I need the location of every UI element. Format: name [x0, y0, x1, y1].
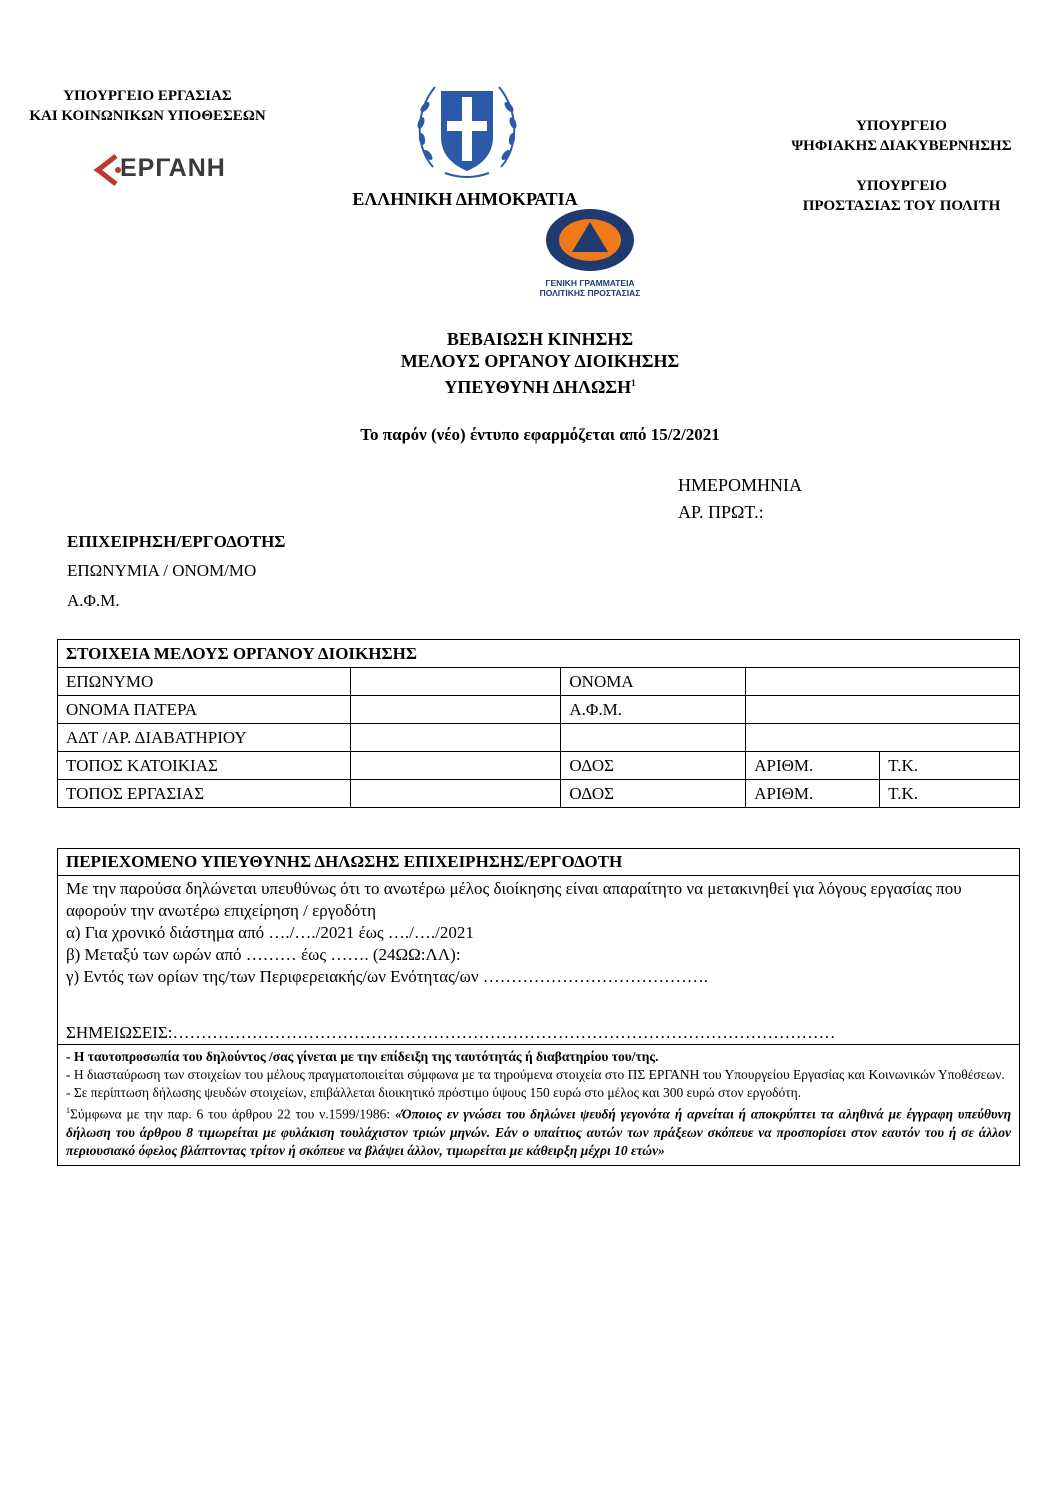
member-afm-label: Α.Φ.Μ.: [561, 696, 746, 724]
surname-field[interactable]: [350, 668, 561, 696]
ergani-logo: [88, 148, 238, 192]
declaration-title: ΠΕΡΙΕΧΟΜΕΝΟ ΥΠΕΥΘΥΝΗΣ ΔΗΛΩΣΗΣ ΕΠΙΧΕΙΡΗΣΗΣ/ΕΡΓΟΔΟΤΗ: [58, 849, 1019, 876]
work-number-label: ΑΡΙΘΜ.: [746, 780, 880, 808]
id-passport-label: ΑΔΤ /ΑΡ. ΔΙΑΒΑΤΗΡΙΟΥ: [58, 724, 351, 752]
declaration-hours[interactable]: β) Μεταξύ των ωρών από ……… έως ……. (24ΩΩ:ΛΛ):: [66, 945, 461, 964]
footer-penalty-note: - Σε περίπτωση δήλωσης ψευδών στοιχείων, επιβάλλεται διοικητικό πρόστιμο ύψους 150 ευρώ στο μέλος και 300 ευρώ στον εργοδότη.: [66, 1085, 802, 1100]
id-extra-field-2[interactable]: [746, 724, 1020, 752]
member-details-table: [57, 639, 1020, 808]
table-row: [58, 724, 1020, 752]
title-line3: [260, 372, 820, 398]
declaration-period[interactable]: α) Για χρονικό διάστημα από …./…./2021 έως …./…./2021: [66, 923, 474, 942]
footer-footnote-mark: 1: [66, 1106, 70, 1115]
ministry-right2-line2: ΠΡΟΣΤΑΣΙΑΣ ΤΟΥ ΠΟΛΙΤΗ: [802, 198, 1001, 214]
work-postcode-label: Τ.Κ.: [880, 780, 1020, 808]
title-line1: ΒΕΒΑΙΩΣΗ ΚΙΝΗΣΗΣ: [446, 329, 634, 349]
table-row: [58, 780, 1020, 808]
footer-law-quote: «Όποιος εν γνώσει του δηλώνει ψευδή γεγονότα ή αρνείται ή αποκρύπτει τα αληθινά με έγγραφη υπεύθυνη δήλωση του άρθρου 8 τιμωρείται με φυλάκιση τουλάχιστον τριών μηνών. Εάν ο υπαίτιος αυτών των πράξεων σκόπευε να προσπορίσει στον εαυτόν του ή σε άλλον περιουσιακό όφελος βλάπτοντας τρίτον ή σκόπευε να βλάψει άλλον, τιμωρείται με κάθειρξη μέχρι 10 ετών»: [66, 1106, 1011, 1158]
hellenic-republic-heading: ΕΛΛΗΝΙΚΗ ΔΗΜΟΚΡΑΤΙΑ: [352, 189, 578, 209]
ministry-left-line2: ΚΑΙ ΚΟΙΝΩΝΙΚΩΝ ΥΠΟΘΕΣΕΩΝ: [29, 108, 266, 124]
residence-field[interactable]: [350, 752, 561, 780]
ergani-logo-text: ΕΡΓΑΝΗ: [120, 154, 226, 182]
civil-protection-icon: [544, 208, 636, 272]
coat-of-arms-icon: [411, 77, 523, 181]
name-label: ΟΝΟΜΑ: [561, 668, 746, 696]
ministry-right2-line1: ΥΠΟΥΡΓΕΙΟ: [856, 178, 947, 194]
title-footnote-mark: 1: [631, 378, 636, 388]
residence-label: ΤΟΠΟΣ ΚΑΤΟΙΚΙΑΣ: [58, 752, 351, 780]
employer-afm-label: Α.Φ.Μ.: [67, 591, 120, 610]
surname-label: ΕΠΩΝΥΜΟ: [58, 668, 351, 696]
ministry-labour-heading: [0, 86, 295, 126]
father-name-field[interactable]: [350, 696, 561, 724]
document-title: [260, 328, 820, 398]
title-line2: ΜΕΛΟΥΣ ΟΡΓΑΝΟΥ ΔΙΟΙΚΗΣΗΣ: [400, 351, 680, 371]
civil-caption-line2: ΠΟΛΙΤΙΚΗΣ ΠΡΟΣΤΑΣΙΑΣ: [539, 288, 641, 298]
member-table-title: ΣΤΟΙΧΕΙΑ ΜΕΛΟΥΣ ΟΡΓΑΝΟΥ ΔΙΟΙΚΗΣΗΣ: [58, 640, 1020, 668]
table-row: [58, 640, 1020, 668]
ministry-right1-line2: ΨΗΦΙΑΚΗΣ ΔΙΑΚΥΒΕΡΝΗΣΗΣ: [791, 138, 1012, 154]
employer-name-label: ΕΠΩΝΥΜΙΑ / ΟΝΟΜ/ΜΟ: [67, 561, 257, 580]
ergani-mark-icon: [88, 150, 124, 190]
title-line3-text: ΥΠΕΥΘΥΝΗ ΔΗΛΩΣΗ: [444, 377, 632, 397]
employer-section-title: ΕΠΙΧΕΙΡΗΣΗ/ΕΡΓΟΔΟΤΗΣ: [67, 532, 286, 551]
table-row: [58, 696, 1020, 724]
declaration-footer: [58, 1044, 1019, 1165]
civil-protection-caption: [505, 278, 675, 298]
id-passport-field[interactable]: [350, 724, 561, 752]
ministry-citizen-protection-heading: [760, 176, 1043, 216]
table-row: [58, 668, 1020, 696]
protocol-number-label: ΑΡ. ΠΡΩΤ.:: [678, 502, 764, 522]
id-extra-field[interactable]: [561, 724, 746, 752]
footer-identity-note: - Η ταυτοπροσωπία του δηλούντος /σας γίνεται με την επίδειξη της ταυτότητάς ή διαβατηρίου του/της.: [66, 1049, 659, 1064]
residence-street-label: ΟΔΟΣ: [561, 752, 746, 780]
work-field[interactable]: [350, 780, 561, 808]
footer-law-footnote: [66, 1102, 1011, 1160]
declaration-notes[interactable]: ΣΗΜΕΙΩΣΕΙΣ:………………………………………………………………………………………………………: [66, 1023, 836, 1042]
name-field[interactable]: [746, 668, 1020, 696]
declaration-intro: Με την παρούσα δηλώνεται υπευθύνως ότι το ανωτέρω μέλος διοίκησης είναι απαραίτητο να μετακινηθεί για λόγους εργασίας που αφορούν την ανωτέρω επιχείρηση / εργοδότη: [66, 879, 962, 920]
declaration-box: [57, 848, 1020, 1166]
ministry-right1-line1: ΥΠΟΥΡΓΕΙΟ: [856, 118, 947, 134]
work-label: ΤΟΠΟΣ ΕΡΓΑΣΙΑΣ: [58, 780, 351, 808]
footer-ergani-note: - Η διασταύρωση των στοιχείων του μέλους πραγματοποιείται σύμφωνα με τα τηρούμενα στοιχεία στο ΠΣ ΕΡΓΑΝΗ του Υπουργείου Εργασίας και Κοινωνικών Υποθέσεων.: [66, 1067, 1005, 1082]
ministry-left-line1: ΥΠΟΥΡΓΕΙΟ ΕΡΓΑΣΙΑΣ: [63, 88, 232, 104]
work-street-label: ΟΔΟΣ: [561, 780, 746, 808]
date-label: ΗΜΕΡΟΜΗΝΙΑ: [678, 475, 803, 495]
father-name-label: ΟΝΟΜΑ ΠΑΤΕΡΑ: [58, 696, 351, 724]
declaration-region[interactable]: γ) Εντός των ορίων της/των Περιφερειακής/ων Ενότητας/ων ………………………………….: [66, 967, 709, 986]
table-row: [58, 752, 1020, 780]
effective-date-note: Το παρόν (νέο) έντυπο εφαρμόζεται από 15/2/2021: [360, 425, 720, 444]
footer-law-text: Σύμφωνα με την παρ. 6 του άρθρου 22 του ν.1599/1986:: [70, 1106, 396, 1122]
civil-caption-line1: ΓΕΝΙΚΗ ΓΡΑΜΜΑΤΕΙΑ: [545, 278, 635, 288]
civil-protection-logo: [544, 208, 636, 272]
member-afm-field[interactable]: [746, 696, 1020, 724]
ministry-digital-governance-heading: [760, 116, 1043, 156]
greek-coat-of-arms: [411, 77, 523, 181]
residence-number-label: ΑΡΙΘΜ.: [746, 752, 880, 780]
residence-postcode-label: Τ.Κ.: [880, 752, 1020, 780]
declaration-body: [58, 876, 1019, 1044]
